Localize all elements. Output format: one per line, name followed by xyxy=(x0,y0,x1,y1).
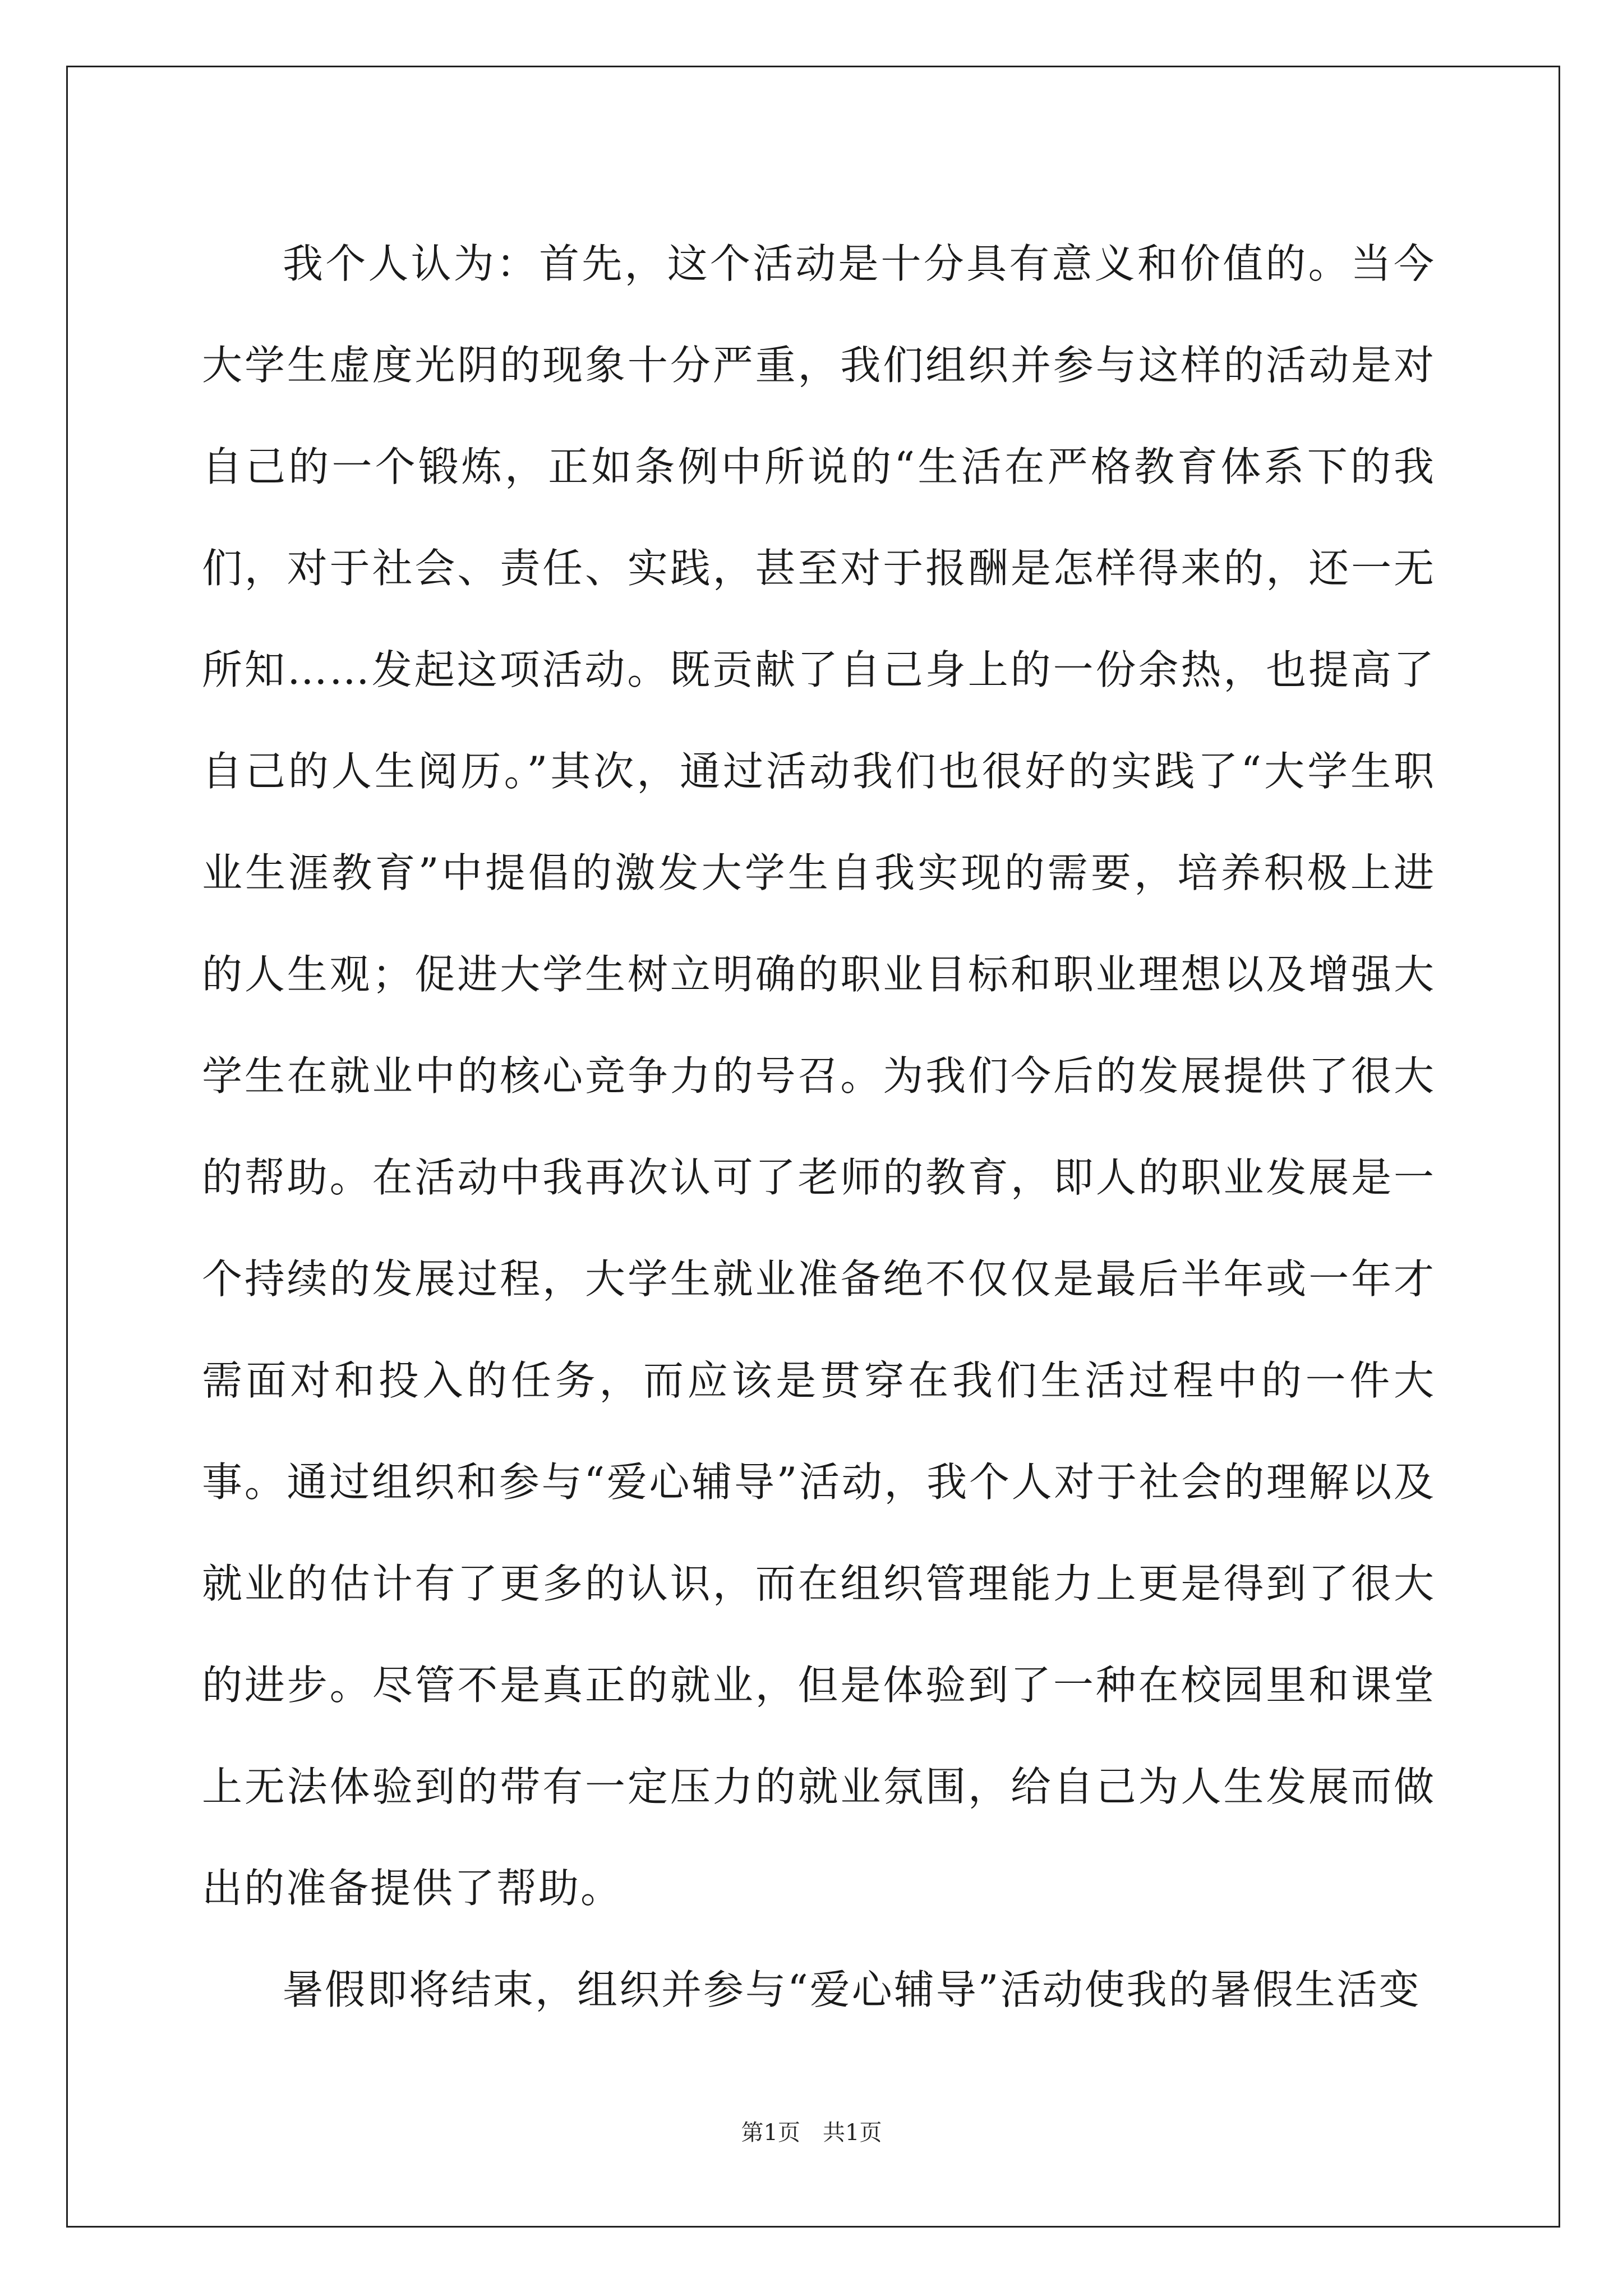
document-body xyxy=(202,213,1436,2041)
paragraph: 暑假即将结束，组织并参与“爱心辅导”活动使我的暑假生活变 xyxy=(283,1966,1421,2013)
page-footer: 第1页 共1页 xyxy=(741,2120,882,2146)
paragraph: 我个人认为：首先，这个活动是十分具有意义和价值的。当今大学生虚度光阴的现象十分严重，我们组织并参与这样的活动是对自己的一个锻炼，正如条例中所说的“生活在严格教育体系下的我们，对于社会、责任、实践，甚至对于报酬是怎样得来的，还一无所知……发起这项活动。既贡献了自己身上的一份余热，也提高了自己的人生阅历。”其次，通过活动我们也很好的实践了“大学生职业生涯教育”中提倡的激发大学生自我实现的需要，培养积极上进的人生观；促进大学生树立明确的职业目标和职业理想以及增强大学生在就业中的核心竞争力的号召。为我们今后的发展提供了很大的帮助。在活动中我再次认可了老师的教育，即人的职业发展是一个持续的发展过程，大学生就业准备绝不仅仅是最后半年或一年才需面对和投入的任务，而应该是贯穿在我们生活过程中的一件大事。通过组织和参与“爱心辅导”活动，我个人对于社会的理解以及就业的估计有了更多的认识，而在组织管理能力上更是得到了很大的进步。尽管不是真正的就业，但是体验到了一种在校园里和课堂上无法体验到的带有一定压力的就业氛围，给自己为人生发展而做出的准备提供了帮助。 xyxy=(202,240,1436,1912)
